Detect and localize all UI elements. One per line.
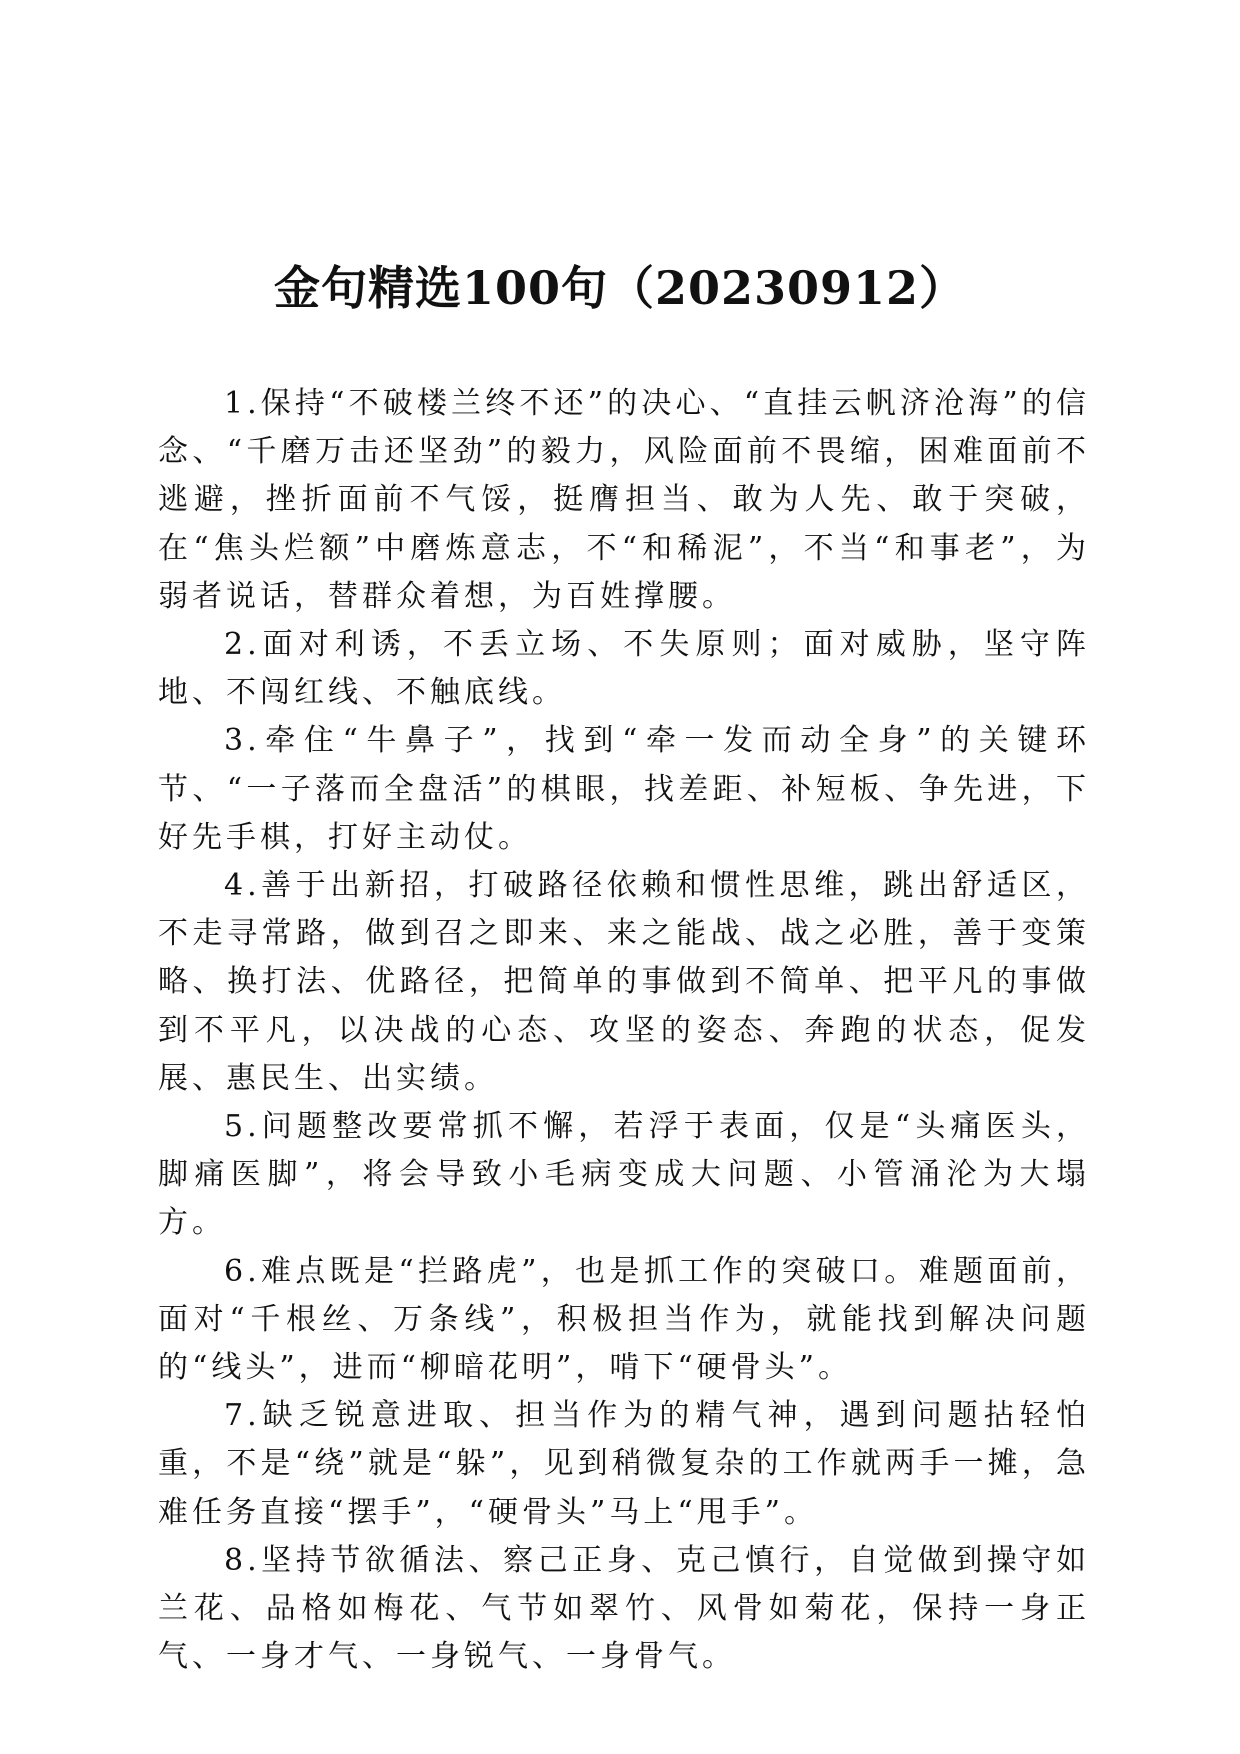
paragraph-2: 2.面对利诱，不丢立场、不失原则；面对威胁，坚守阵地、不闯红线、不触底线。: [158, 627, 1090, 711]
document-title: 金句精选100句（20230912）: [273, 261, 967, 315]
paragraph-6: 6.难点既是“拦路虎”，也是抓工作的突破口。难题面前，面对“千根丝、万条线”，积极担当作为，就能找到解决问题的“线头”，进而“柳暗花明”，啃下“硬骨头”。: [158, 1253, 1090, 1386]
paragraph-4: 4.善于出新招，打破路径依赖和惯性思维，跳出舒适区，不走寻常路，做到召之即来、来之能战、战之必胜，善于变策略、换打法、优路径，把简单的事做到不简单、把平凡的事做到不平凡，以决战的心态、攻坚的姿态、奔跑的状态，促发展、惠民生、出实绩。: [158, 868, 1090, 1096]
paragraph-1: 1.保持“不破楼兰终不还”的决心、“直挂云帆济沧海”的信念、“千磨万击还坚劲”的毅力，风险面前不畏缩，困难面前不逃避，挫折面前不气馁，挺膺担当、敢为人先、敢于突破，在“焦头烂额”中磨炼意志，不“和稀泥”，不当“和事老”，为弱者说话，替群众着想，为百姓撑腰。: [158, 386, 1090, 614]
paragraph-8: 8.坚持节欲循法、察己正身、克己慎行，自觉做到操守如兰花、品格如梅花、气节如翠竹、风骨如菊花，保持一身正气、一身才气、一身锐气、一身骨气。: [158, 1542, 1090, 1675]
paragraph-7: 7.缺乏锐意进取、担当作为的精气神，遇到问题拈轻怕重，不是“绕”就是“躲”，见到稍微复杂的工作就两手一摊，急难任务直接“摆手”，“硬骨头”马上“甩手”。: [158, 1398, 1090, 1530]
paragraph-3: 3.牵住“牛鼻子”，找到“牵一发而动全身”的关键环节、“一子落而全盘活”的棋眼，找差距、补短板、争先进，下好先手棋，打好主动仗。: [158, 723, 1090, 855]
paragraph-5: 5.问题整改要常抓不懈，若浮于表面，仅是“头痛医头，脚痛医脚”，将会导致小毛病变成大问题、小管涌沦为大塌方。: [158, 1109, 1090, 1241]
document-body: [158, 380, 1090, 1681]
